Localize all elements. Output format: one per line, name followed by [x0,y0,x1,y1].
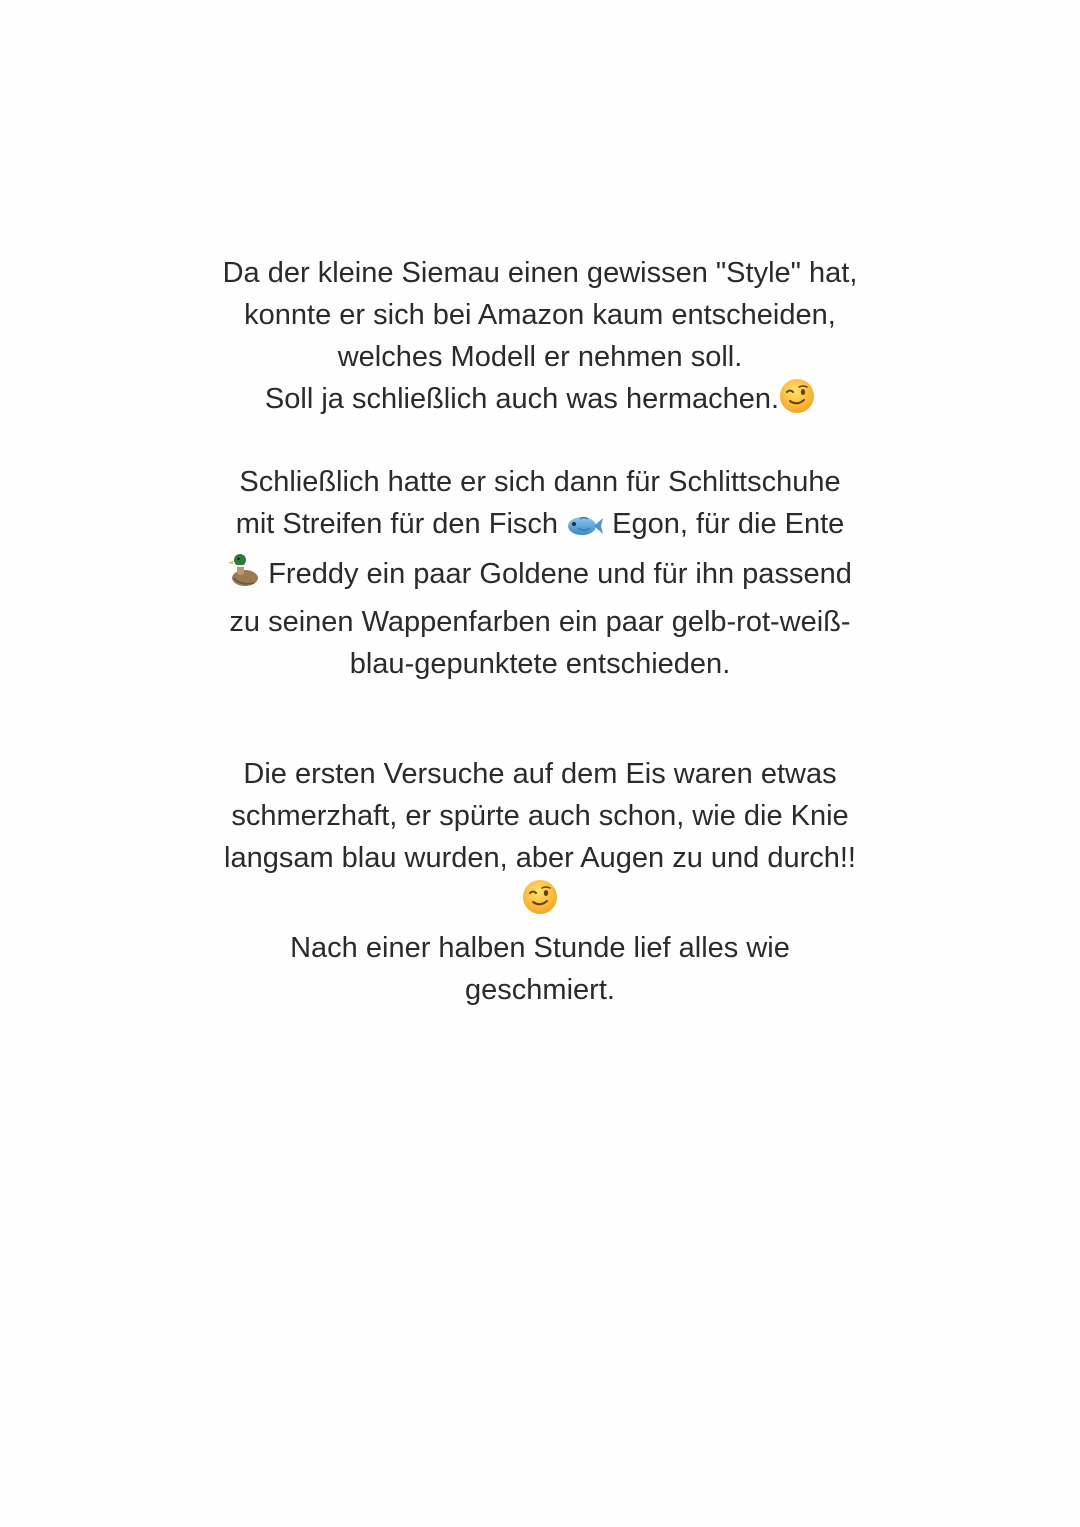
text-line: Nach einer halben Stunde lief alles wie [290,932,790,964]
fish-icon [566,509,604,551]
text-line-with-emoji [150,503,930,551]
paragraph-2 [150,461,930,685]
text-fragment: mit Streifen für den Fisch [235,508,567,540]
text-line: blau-gepunktete entschieden. [349,648,731,680]
text-line: Schließlich hatte er sich dann für Schlittschuhe [239,466,841,498]
paragraph-1 [150,252,930,426]
text-fragment: Freddy ein paar Goldene und für ihn passend [260,558,852,590]
emoji-line [150,879,930,927]
text-line-with-emoji [150,378,930,426]
text-line: geschmiert. [465,974,615,1006]
text-line: Die ersten Versuche auf dem Eis waren etwas [243,758,837,790]
text-line: schmerzhaft, er spürte auch schon, wie die Knie [231,800,849,832]
text-line: langsam blau wurden, aber Augen zu und durch!! [224,842,856,874]
text-line-with-emoji [150,551,930,601]
winking-face-icon [522,879,558,927]
text-line: Da der kleine Siemau einen gewissen "Style" hat, [222,257,858,289]
paragraph-3 [150,753,930,1011]
text-line: konnte er sich bei Amazon kaum entscheiden, [244,299,836,331]
duck-icon [228,551,260,601]
winking-face-icon [779,378,815,426]
text-fragment: Soll ja schließlich auch was hermachen. [264,383,780,415]
text-line: welches Modell er nehmen soll. [337,341,743,373]
text-fragment: Egon, für die Ente [604,508,845,540]
text-line: zu seinen Wappenfarben ein paar gelb-rot-weiß- [229,606,851,638]
